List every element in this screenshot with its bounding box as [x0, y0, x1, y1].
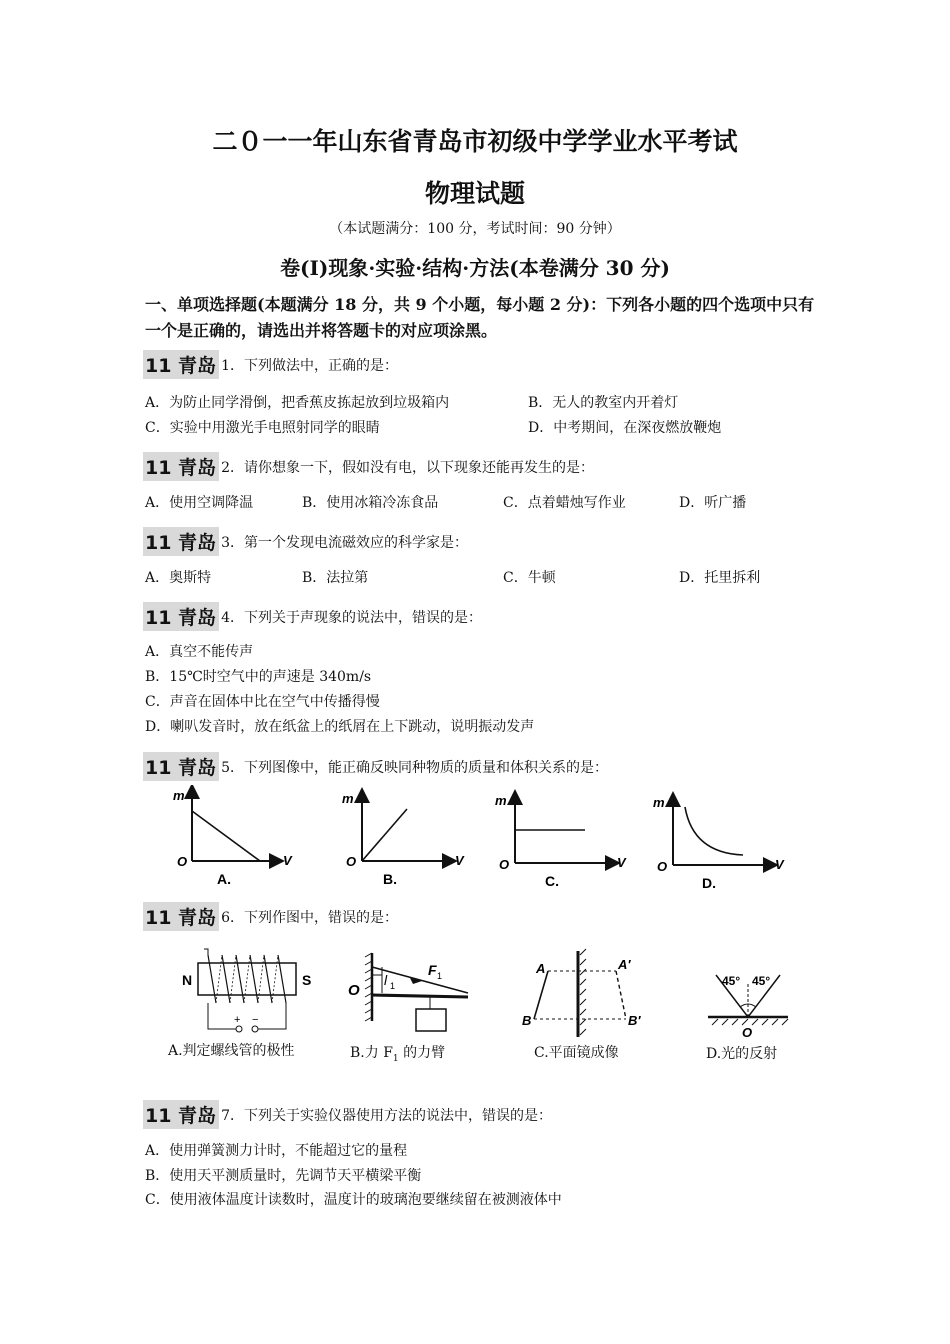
option-b: B．15℃时空气中的声速是 340m/s [145, 669, 372, 685]
arm-l: l [384, 972, 388, 988]
question-4 [143, 602, 482, 631]
caption-a: A.判定螺线管的极性 [168, 1043, 295, 1059]
source-tag: 11 青岛 [143, 902, 219, 931]
graph-b [342, 791, 465, 887]
exam-title: 二０一一年山东省青岛市初级中学学业水平考试 [212, 127, 738, 156]
angle-reflect: 45° [752, 974, 771, 988]
point-b-image: B′ [628, 1013, 641, 1028]
pivot-o: O [348, 982, 360, 999]
subject-title: 物理试题 [424, 179, 525, 208]
question-stem: 2．请你想象一下，假如没有电，以下现象还能再发生的是： [221, 459, 594, 476]
question-stem: 1．下列做法中，正确的是： [221, 357, 398, 374]
caption-b: B.力 $F_1$ 的力臂 [350, 1045, 446, 1064]
axis-v: V [283, 853, 292, 868]
axis-m: m [495, 793, 507, 808]
question-5 [143, 752, 608, 781]
axis-m: m [342, 791, 354, 806]
option-a: A．为防止同学滑倒，把香蕉皮拣起放到垃圾箱内 [145, 395, 450, 411]
point-a: A [536, 961, 546, 976]
reflection-figure [708, 974, 788, 1040]
mirror-figure [522, 949, 641, 1037]
origin-label: O [499, 857, 510, 872]
question-stem: 7．下列关于实验仪器使用方法的说法中，错误的是： [221, 1107, 552, 1124]
source-tag: 11 青岛 [143, 752, 219, 781]
option-b: B．使用天平测质量时，先调节天平横梁平衡 [145, 1168, 422, 1184]
option-c: C．点着蜡烛写作业 [503, 495, 626, 511]
option-a: A．使用空调降温 [145, 495, 254, 511]
axis-v: V [455, 853, 464, 868]
exam-note: （本试题满分：100 分，考试时间：90 分钟） [329, 221, 621, 237]
option-d: D．喇叭发音时，放在纸盆上的纸屑在上下跳动，说明振动发声 [145, 719, 535, 735]
force-f: F [428, 962, 437, 978]
graph-c [495, 793, 627, 889]
origin-label: O [346, 854, 357, 869]
volume-title: 卷(I)现象·实验·结构·方法(本卷满分 30 分) [280, 256, 670, 280]
origin-label: O [657, 859, 668, 874]
terminal-minus: − [252, 1014, 259, 1026]
mass-volume-graphs [145, 785, 795, 890]
question-7 [143, 1100, 552, 1129]
question-stem: 3．第一个发现电流磁效应的科学家是： [221, 534, 468, 551]
option-c: C．声音在固体中比在空气中传播得慢 [145, 694, 380, 710]
graph-label-a: A. [217, 871, 231, 887]
graph-label-b: B. [383, 871, 397, 887]
source-tag: 11 青岛 [143, 1100, 219, 1129]
option-b: B．使用冰箱冷冻食品 [302, 495, 439, 511]
question-6 [143, 902, 398, 931]
question-1 [143, 350, 398, 379]
caption-d: D.光的反射 [706, 1046, 778, 1062]
source-tag: 11 青岛 [143, 452, 219, 481]
option-b: B．法拉第 [302, 570, 369, 586]
option-d: D．托里拆利 [679, 570, 761, 586]
option-c: C．使用液体温度计读数时，温度计的玻璃泡要继续留在被测液体中 [145, 1192, 562, 1208]
point-b: B [522, 1013, 532, 1028]
force-sub: 1 [437, 971, 443, 981]
graph-label-d: D. [702, 875, 716, 890]
point-o: O [742, 1025, 753, 1040]
lever-figure [348, 953, 468, 1031]
arm-sub: 1 [390, 981, 396, 991]
question-3 [143, 527, 468, 556]
option-c: C．实验中用激光手电照射同学的眼睛 [145, 420, 380, 436]
caption-c: C.平面镜成像 [534, 1045, 619, 1061]
source-tag: 11 青岛 [143, 527, 219, 556]
axis-v: V [617, 855, 626, 870]
option-b: B．无人的教室内开着灯 [528, 395, 679, 411]
option-a: A．奥斯特 [145, 570, 212, 586]
question-2 [143, 452, 594, 481]
source-tag: 11 青岛 [143, 350, 219, 379]
axis-v: V [775, 857, 784, 872]
angle-incident: 45° [722, 974, 741, 988]
axis-m: m [173, 788, 185, 803]
option-d: D．听广播 [679, 495, 747, 511]
terminal-plus: + [234, 1014, 241, 1026]
source-tag: 11 青岛 [143, 602, 219, 631]
question-stem: 4．下列关于声现象的说法中，错误的是： [221, 609, 482, 626]
option-c: C．牛顿 [503, 570, 556, 586]
pole-n: N [182, 972, 193, 988]
question-stem: 5．下列图像中，能正确反映同种物质的质量和体积关系的是： [221, 759, 608, 776]
solenoid-figure [182, 949, 311, 1032]
section-heading: 一、单项选择题(本题满分 18 分，共 9 个小题，每小题 2 分)：下列各小题的四个选项中只有一个是正确的，请选出并将答题卡的对应项涂黑。 [145, 295, 815, 340]
graph-d [653, 795, 785, 890]
origin-label: O [177, 854, 188, 869]
option-a: A．真空不能传声 [145, 644, 254, 660]
point-a-image: A′ [618, 957, 631, 972]
graph-a [173, 788, 293, 887]
option-d: D．中考期间，在深夜燃放鞭炮 [528, 420, 722, 436]
question-stem: 6．下列作图中，错误的是： [221, 909, 398, 926]
pole-s: S [302, 972, 312, 988]
graph-label-c: C. [545, 873, 559, 889]
option-a: A．使用弹簧测力计时，不能超过它的量程 [145, 1143, 408, 1159]
axis-m: m [653, 795, 665, 810]
